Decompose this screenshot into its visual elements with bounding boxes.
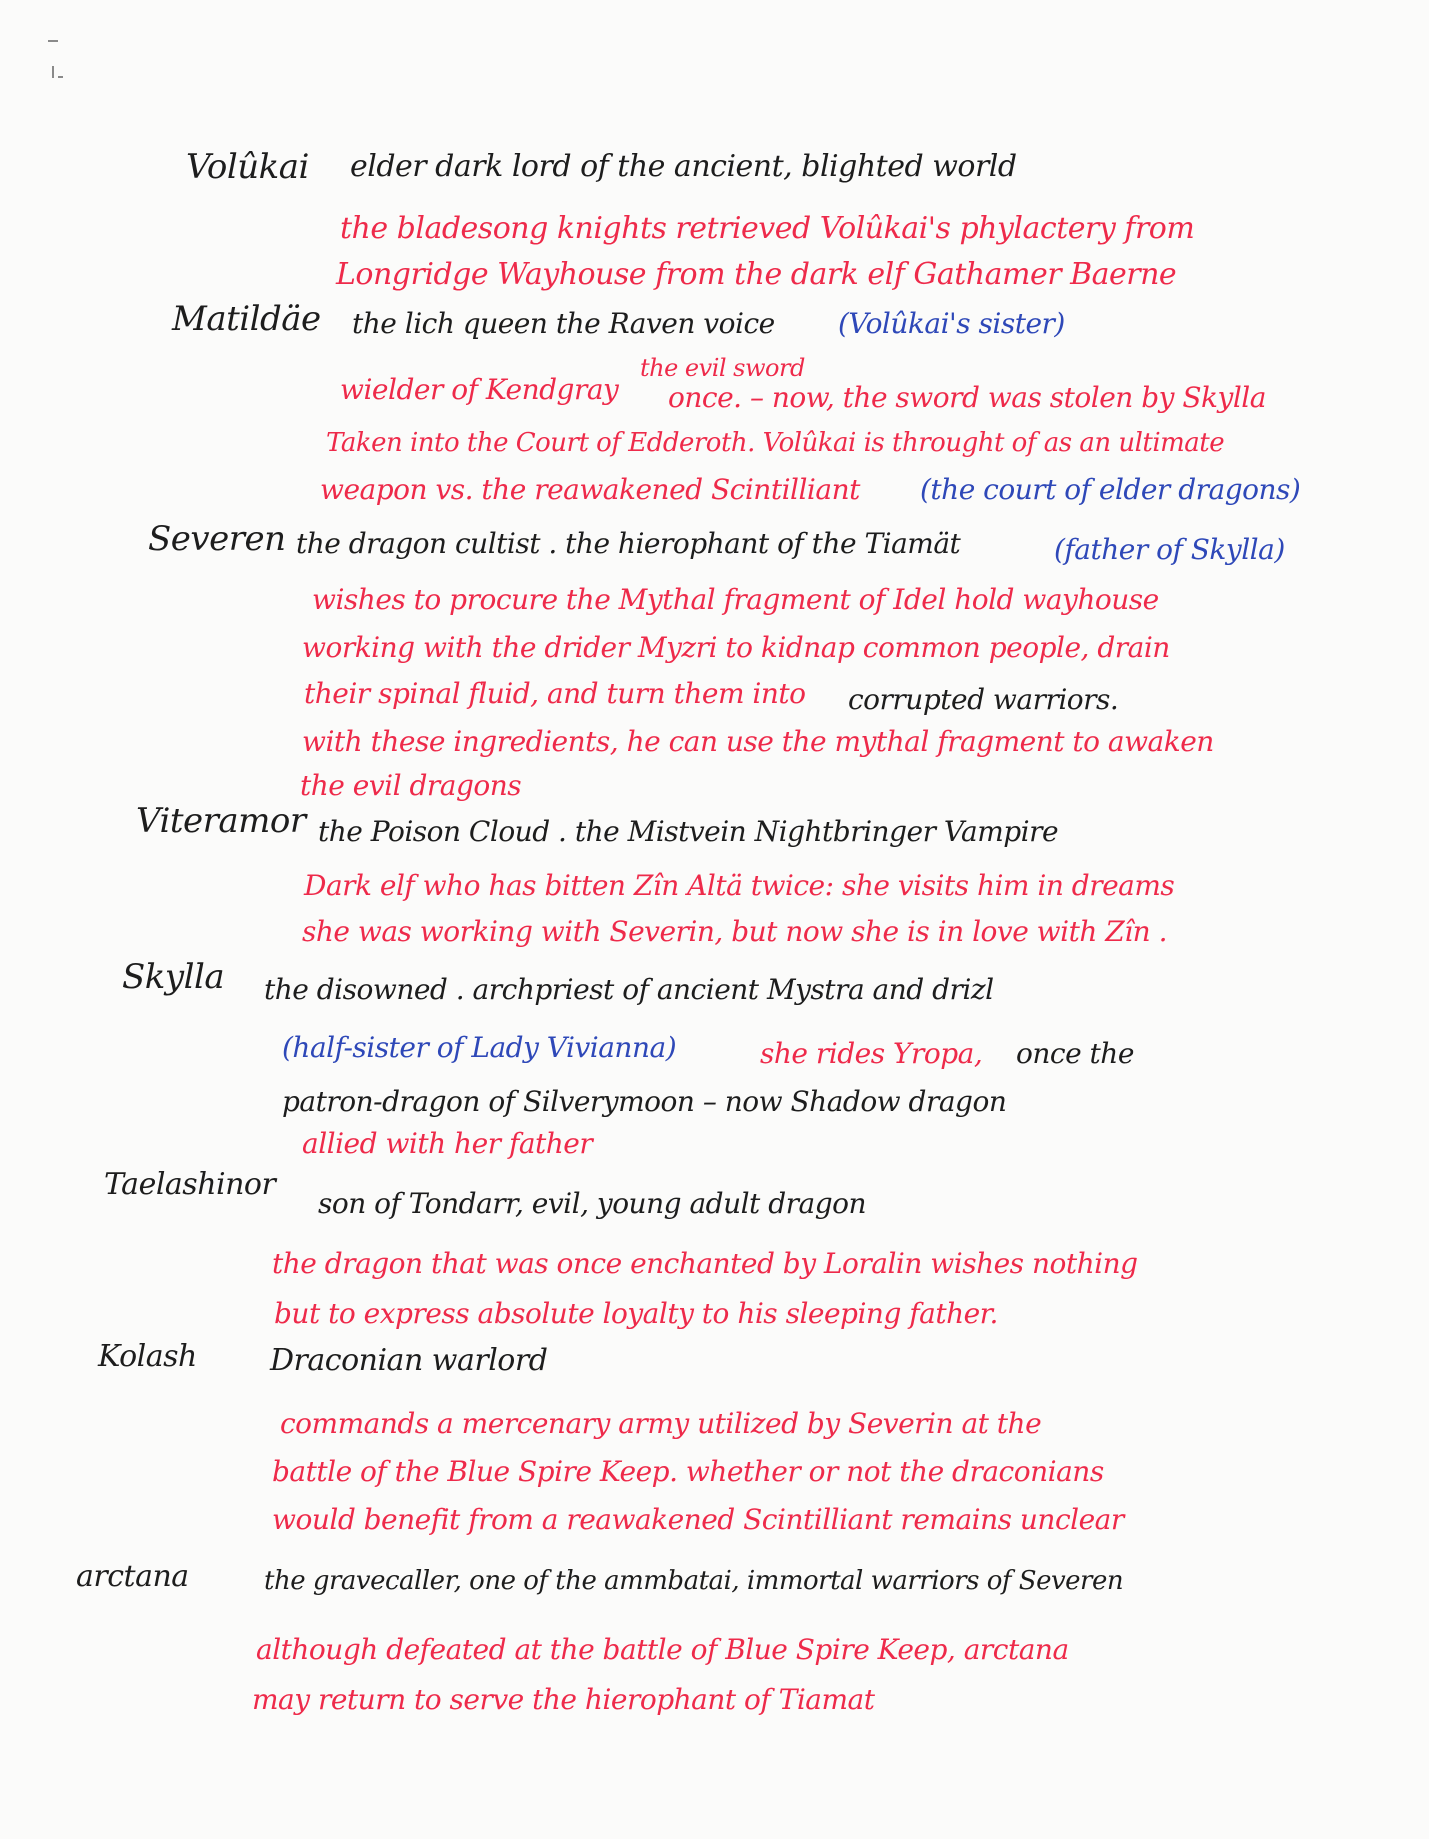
entry-note-viteramor-1: Dark elf who has bitten Zîn Altä twice: she visits him in dreams bbox=[304, 869, 1175, 902]
entry-title-volukai: elder dark lord of the ancient, blighted world bbox=[350, 149, 1017, 184]
entry-note-volukai-2: Longridge Wayhouse from the dark elf Gathamer Baerne bbox=[336, 257, 1177, 292]
entry-note-severen-5: with these ingredients, he can use the mythal fragment to awaken bbox=[302, 725, 1214, 758]
entry-note-kolash-2: battle of the Blue Spire Keep. whether or not the draconians bbox=[272, 1455, 1104, 1488]
corner-mark bbox=[46, 40, 68, 100]
entry-title-taelashinor: son of Tondarr, evil, young adult dragon bbox=[318, 1187, 867, 1220]
entry-note-skylla-2: allied with her father bbox=[302, 1127, 593, 1160]
entry-title-viteramor: the Poison Cloud . the Mistvein Nightbringer Vampire bbox=[318, 815, 1059, 848]
entry-note-matildae-5: weapon vs. the reawakened Scintilliant bbox=[320, 473, 860, 506]
entry-title-skylla-cont-2: patron-dragon of Silverymoon – now Shadow dragon bbox=[282, 1085, 1007, 1118]
entry-note-matildae-2: the evil sword bbox=[640, 354, 805, 382]
entry-note-arctana-2: may return to serve the hierophant of Tiamat bbox=[252, 1683, 875, 1716]
entry-note-severen-2: working with the drider Myzri to kidnap common people, drain bbox=[302, 631, 1170, 664]
entry-aside-matildae: (Volûkai's sister) bbox=[838, 307, 1065, 340]
entry-name-severen: Severen bbox=[148, 519, 286, 559]
entry-title-skylla: the disowned . archpriest of ancient Mystra and drizl bbox=[264, 973, 994, 1006]
entry-note-viteramor-2: she was working with Severin, but now she is in love with Zîn . bbox=[302, 915, 1168, 948]
entry-note-matildae-3: once. – now, the sword was stolen by Skylla bbox=[668, 381, 1266, 414]
entry-name-skylla: Skylla bbox=[122, 957, 225, 997]
entry-note-aside-matildae: (the court of elder dragons) bbox=[920, 473, 1301, 506]
entry-title-skylla-cont-1: once the bbox=[1016, 1037, 1134, 1070]
entry-note-matildae-4: Taken into the Court of Edderoth. Volûkai is throught of as an ultimate bbox=[326, 428, 1225, 458]
entry-name-matildae: Matildäe bbox=[172, 299, 321, 339]
entry-name-arctana: arctana bbox=[76, 1559, 189, 1594]
entry-name-kolash: Kolash bbox=[98, 1339, 197, 1374]
entry-name-taelashinor: Taelashinor bbox=[104, 1167, 276, 1202]
entry-note-matildae-1: wielder of Kendgray bbox=[340, 373, 619, 406]
entry-note-skylla-1: she rides Yropa, bbox=[760, 1037, 983, 1070]
entry-note-taelashinor-2: but to express absolute loyalty to his sleeping father. bbox=[274, 1297, 998, 1330]
entry-note-kolash-1: commands a mercenary army utilized by Severin at the bbox=[280, 1407, 1042, 1440]
entry-note-severen-4: corrupted warriors. bbox=[848, 683, 1119, 716]
entry-name-volukai: Volûkai bbox=[186, 147, 309, 187]
entry-note-volukai-1: the bladesong knights retrieved Volûkai's phylactery from bbox=[340, 211, 1195, 246]
entry-aside-severen: (father of Skylla) bbox=[1054, 533, 1285, 566]
entry-note-severen-6: the evil dragons bbox=[300, 769, 522, 802]
entry-note-taelashinor-1: the dragon that was once enchanted by Loralin wishes nothing bbox=[272, 1247, 1138, 1280]
entry-note-severen-1: wishes to procure the Mythal fragment of Idel hold wayhouse bbox=[312, 583, 1159, 616]
entry-title-matildae: the lich queen the Raven voice bbox=[352, 307, 775, 340]
entry-title-kolash: Draconian warlord bbox=[270, 1343, 548, 1378]
entry-title-severen: the dragon cultist . the hierophant of the Tiamät bbox=[296, 527, 961, 560]
entry-title-arctana: the gravecaller, one of the ammbatai, immortal warriors of Severen bbox=[264, 1566, 1124, 1596]
entry-note-kolash-3: would benefit from a reawakened Scintilliant remains unclear bbox=[272, 1503, 1124, 1536]
entry-note-arctana-1: although defeated at the battle of Blue Spire Keep, arctana bbox=[256, 1633, 1069, 1666]
entry-aside-skylla: (half-sister of Lady Vivianna) bbox=[282, 1031, 677, 1064]
entry-note-severen-3: their spinal fluid, and turn them into bbox=[304, 677, 806, 710]
entry-name-viteramor: Viteramor bbox=[136, 801, 306, 841]
